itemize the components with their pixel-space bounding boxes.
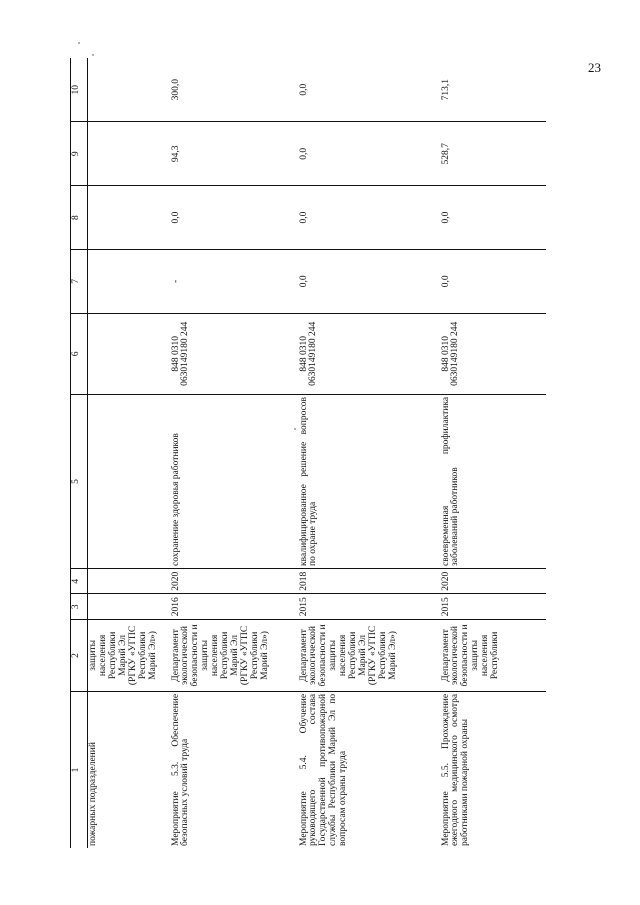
executor: Департамент экологической безопасности и защиты населения Республики Марий Эл (РГКУ «УГПС Республики Марий Эл») xyxy=(166,619,294,691)
value-col9: 0,0 xyxy=(294,121,436,185)
col-header: 1 xyxy=(71,691,88,848)
measure-name: Мероприятие 5.5. Прохождение ежегодного медицинского осмотра работниками пожарной охраны xyxy=(440,693,471,846)
end-year: 2020 xyxy=(436,568,546,594)
measure-name: Мероприятие 5.3. Обеспечение безопасных условий труда xyxy=(170,693,191,846)
col-header: 6 xyxy=(71,313,88,394)
start-year: 2015 xyxy=(294,593,436,619)
page-number: 23 xyxy=(588,60,601,75)
scan-speck xyxy=(294,428,296,430)
executor: Департамент экологической безопасности и защиты населения Республики xyxy=(436,619,546,691)
value-col8: 0,0 xyxy=(166,185,294,249)
value-col9: 94,3 xyxy=(166,121,294,185)
table-row xyxy=(294,58,436,848)
value-col9: 528,7 xyxy=(436,121,546,185)
value-col7 xyxy=(88,249,166,313)
table-header-row xyxy=(71,58,88,848)
value-col10: 300,0 xyxy=(166,58,294,122)
end-year xyxy=(88,568,166,594)
scan-speck xyxy=(78,42,80,44)
value-col8: 0,0 xyxy=(436,185,546,249)
budget-code xyxy=(294,313,436,394)
table-row xyxy=(166,58,294,848)
budget-code-line2: 0630149180 244 xyxy=(180,321,191,386)
table-row xyxy=(436,58,546,848)
budget-code xyxy=(166,313,294,394)
executor: Департамент экологической безопасности и защиты населения Республики Марий Эл (РГКУ «УГПС Республики Марий Эл») xyxy=(294,619,436,691)
budget-code-line1: 848 0310 xyxy=(170,335,181,372)
value-col10: 0,0 xyxy=(294,58,436,122)
start-year xyxy=(88,593,166,619)
expected-result: квалифицированное решение вопросов по охране труда xyxy=(294,394,436,568)
col-header: 9 xyxy=(71,121,88,185)
budget-code-line2: 0630149180 244 xyxy=(308,321,319,386)
budget-code-line2: 0630149180 244 xyxy=(450,321,461,386)
value-col7: 0,0 xyxy=(436,249,546,313)
expected-result: сохранение здоровья работников xyxy=(166,394,294,568)
measure-name: пожарных подразделений xyxy=(88,741,98,846)
col-header: 8 xyxy=(71,185,88,249)
col-header: 7 xyxy=(71,249,88,313)
value-col7: 0,0 xyxy=(294,249,436,313)
end-year: 2018 xyxy=(294,568,436,594)
executor: защиты населения Республики Марий Эл (РГКУ «УГПС Республики Марий Эл») xyxy=(88,619,166,691)
col-header: 3 xyxy=(71,593,88,619)
col-header: 4 xyxy=(71,568,88,594)
budget-code-line1: 848 0310 xyxy=(298,335,309,372)
budget-code xyxy=(436,313,546,394)
measure-name: Мероприятие 5.4. Обучение руководящего состава Государственной противопожарной службы Республики Марий Эл по вопросам охраны труда xyxy=(298,693,349,846)
value-col8 xyxy=(88,185,166,249)
value-col9 xyxy=(88,121,166,185)
col-header: 5 xyxy=(71,394,88,568)
budget-table xyxy=(70,58,546,848)
start-year: 2016 xyxy=(166,593,294,619)
table-row xyxy=(88,58,166,848)
start-year: 2015 xyxy=(436,593,546,619)
end-year: 2020 xyxy=(166,568,294,594)
value-col7: - xyxy=(166,249,294,313)
value-col8: 0,0 xyxy=(294,185,436,249)
budget-code xyxy=(88,313,166,394)
value-col10: 713,1 xyxy=(436,58,546,122)
col-header: 2 xyxy=(71,619,88,691)
value-col10 xyxy=(88,58,166,122)
rotated-table-wrapper xyxy=(70,58,570,848)
budget-code-line1: 848 0310 xyxy=(440,335,451,372)
expected-result: своевременная профилактика заболеваний работников xyxy=(436,394,546,568)
col-header: 10 xyxy=(71,58,88,122)
scan-speck xyxy=(92,54,94,56)
expected-result xyxy=(88,394,166,568)
